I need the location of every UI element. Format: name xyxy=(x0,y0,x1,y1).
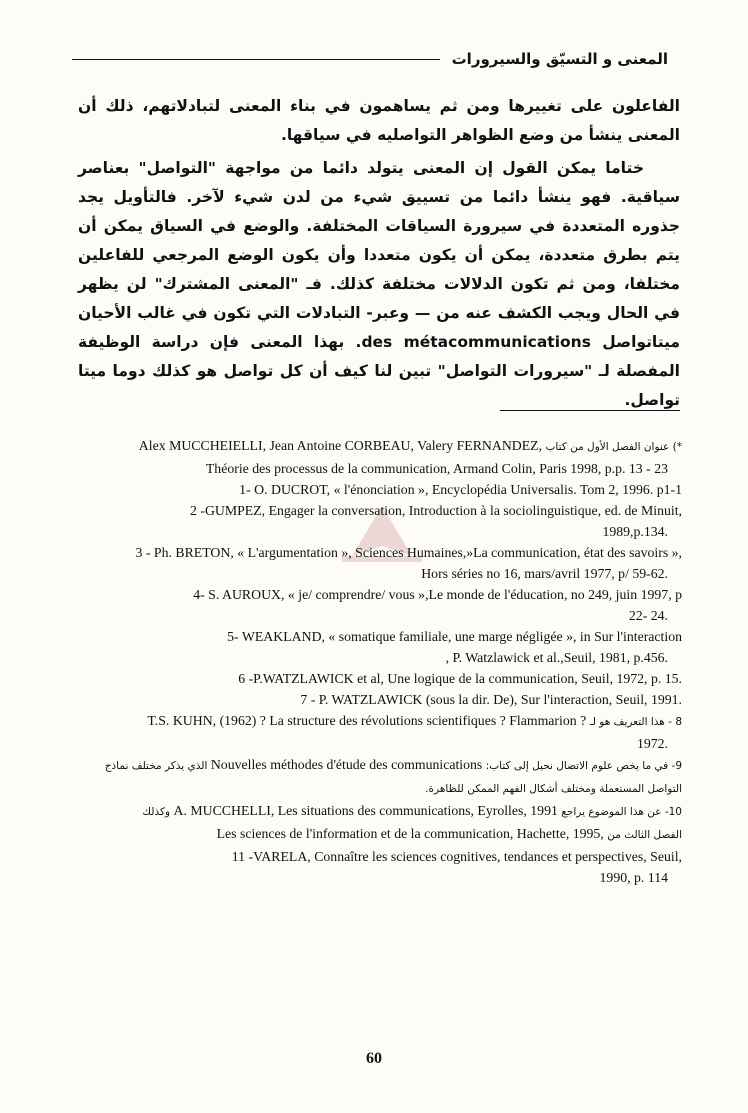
body-paragraph: ختاما يمكن القول إن المعنى يتولد دائما من مواجهة "التواصل" بعناصر سياقية. فهو ينشأ دائما من تسييق شيء من لدن شيء لآخر. فالتأويل يجد جذوره المتعددة في سيرورة السياقات المختلفة. والوضع في السياق يمكن أن يتم بطرق متعددة، يمكن أن يكون متعددا وأن يكون الوضع المرجعي للفاعلين مختلفا، ومن ثم تكون الدلالات مختلفة كذلك. فـ "المعنى المشترك" لن يظهر في الحال ويجب الكشف عنه من — وعبر- التبادلات التي تكون في غالب الأحيان ميتاتواصل des métacommunications. بهذا المعنى فإن دراسة الوظيفة المفصلة لـ "سيرورات التواصل" تبين لنا كيف أن كل تواصل هو كذلك دوما ميتا تواصل. xyxy=(78,159,680,409)
footnote xyxy=(70,522,682,541)
footnote-separator xyxy=(500,410,680,411)
footnote-latin: 2 -GUMPEZ, Engager la conversation, Introduction à la sociolinguistique, ed. de Minuit, xyxy=(190,503,682,518)
footnote-latin: T.S. KUHN, (1962) ? La structure des révolutions scientifiques ? Flammarion ? xyxy=(147,713,587,728)
footnote xyxy=(70,669,682,688)
footnote-latin: 1990, p. 114 xyxy=(599,870,668,885)
footnote xyxy=(70,543,682,562)
footnote-arabic: الذي يذكر مختلف نماذج xyxy=(104,760,208,772)
footnote-latin: Nouvelles méthodes d'étude des communications xyxy=(210,757,483,772)
footnote xyxy=(70,734,682,753)
body-paragraph: الفاعلون على تغييرها ومن ثم يساهمون في بناء المعنى لتبادلاتهم، ذلك أن المعنى ينشأ من وضع الظواهر التواصليه في سياقها. xyxy=(78,97,680,144)
footnote-latin: 4- S. AUROUX, « je/ comprendre/ vous »,Le monde de l'éducation, no 249, juin 1997, p xyxy=(193,587,682,602)
running-header xyxy=(72,44,668,74)
footnote-latin: 1972. xyxy=(636,736,668,751)
footnote xyxy=(70,847,682,866)
footnote xyxy=(70,501,682,520)
footnote-arabic: 10- عن هذا الموضوع يراجع xyxy=(561,806,682,818)
footnote xyxy=(70,480,682,499)
page-number: 60 xyxy=(366,1050,382,1067)
footnote-latin: 11 -VARELA, Connaître les sciences cognitives, tendances et perspectives, Seuil, xyxy=(231,849,682,864)
footnote-latin: 6 -P.WATZLAWICK et al, Une logique de la communication, Seuil, 1972, p. 15. xyxy=(238,671,682,686)
footnote-latin: Les sciences de l'information et de la communication, Hachette, 1995, xyxy=(216,826,604,841)
footnote-arabic: وكذلك xyxy=(142,806,171,818)
body-text xyxy=(78,92,680,419)
footnote xyxy=(70,648,682,667)
footnote-arabic: 8 - هذا التعريف هو لـ xyxy=(589,716,682,728)
footnote xyxy=(70,627,682,646)
footnote-latin: 7 - P. WATZLAWICK (sous la dir. De), Sur l'interaction, Seuil, 1991. xyxy=(300,692,682,707)
footnote-latin: , P. Watzlawick et al.,Seuil, 1981, p.456. xyxy=(445,650,668,665)
footnote xyxy=(70,436,682,457)
footnote xyxy=(70,868,682,887)
footnote-latin: 1989,p.134. xyxy=(602,524,668,539)
footnote-latin: Alex MUCCHEIELLI, Jean Antoine CORBEAU, Valery FERNANDEZ, xyxy=(138,438,543,453)
footnote xyxy=(70,824,682,845)
footnote-arabic: 9- في ما يخص علوم الاتصال نحيل إلى كتاب: xyxy=(485,760,682,772)
footnote-arabic: التواصل المستعملة ومختلف أشكال الفهم الممكن للظاهرة. xyxy=(425,783,682,795)
footnote xyxy=(70,801,682,822)
footnote xyxy=(70,459,682,478)
footnote-latin: 5- WEAKLAND, « somatique familiale, une marge négligée », in Sur l'interaction xyxy=(227,629,682,644)
footnotes xyxy=(70,436,682,889)
footnote xyxy=(70,564,682,583)
footnote xyxy=(70,778,682,799)
footnote xyxy=(70,690,682,709)
running-title: المعنى و التسيّق والسيرورات xyxy=(451,50,668,68)
header-rule xyxy=(72,59,440,60)
footnote xyxy=(70,585,682,604)
footnote xyxy=(70,606,682,625)
footnote-latin: A. MUCCHELLI, Les situations des communications, Eyrolles, 1991 xyxy=(173,803,558,818)
footnote-arabic: *) عنوان الفصل الأول من كتاب xyxy=(545,441,682,453)
footnote xyxy=(70,755,682,776)
footnote-latin: 1- O. DUCROT, « l'énonciation », Encyclopédia Universalis. Tom 2, 1996. p1-1 xyxy=(239,482,682,497)
footnote-latin: 22- 24. xyxy=(628,608,668,623)
footnote xyxy=(70,711,682,732)
footnote-arabic: الفصل الثالث من xyxy=(607,829,682,841)
footnote-latin: Théorie des processus de la communication, Armand Colin, Paris 1998, p.p. 13 - 23 xyxy=(205,461,668,476)
footnote-latin: Hors séries no 16, mars/avril 1977, p/ 59-62. xyxy=(421,566,668,581)
footnote-latin: 3 - Ph. BRETON, « L'argumentation », Sciences Humaines,»La communication, état des savoirs », xyxy=(135,545,682,560)
